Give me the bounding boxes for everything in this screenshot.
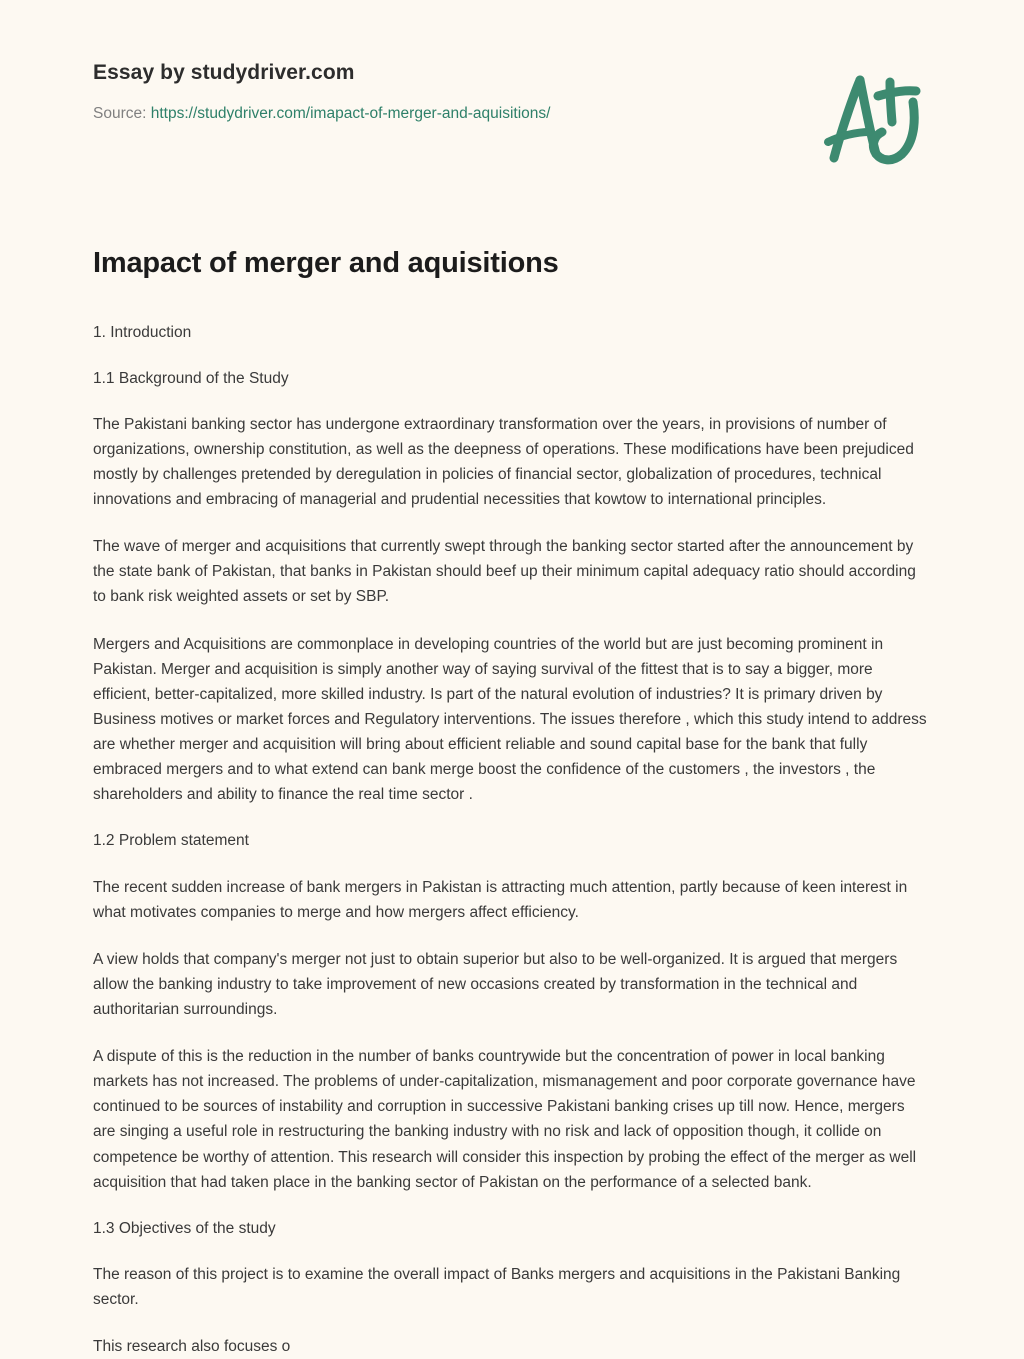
body-paragraph: The reason of this project is to examine the overall impact of Banks mergers and acquisitions in the Pakistani Banking sector. bbox=[93, 1265, 901, 1309]
body-paragraph: The wave of merger and acquisitions that currently swept through the banking sector started after the announcement by the state bank of Pakistan, that banks in Pakistan should beef up their minimum capital adequacy ratio should according to bank risk weighted assets or set by SBP. bbox=[93, 538, 916, 606]
document-blocks bbox=[93, 321, 931, 1359]
source-label: Source: bbox=[93, 105, 147, 123]
a-plus-logo-icon bbox=[812, 66, 932, 178]
a-plus-logo bbox=[812, 66, 932, 178]
section-heading: 1.1 Background of the Study bbox=[93, 369, 289, 387]
section-heading: 1.2 Problem statement bbox=[93, 832, 249, 850]
section-heading: 1.3 Objectives of the study bbox=[93, 1219, 276, 1237]
body-paragraph: This research also focuses o bbox=[93, 1338, 291, 1356]
source-line bbox=[93, 104, 933, 124]
body-paragraph: The recent sudden increase of bank mergers in Pakistan is attracting much attention, partly because of keen interest in what motivates companies to merge and how mergers affect efficiency. bbox=[93, 878, 908, 921]
document-body bbox=[93, 245, 931, 1359]
body-paragraph: Mergers and Acquisitions are commonplace in developing countries of the world but are just becoming prominent in Pakistan. Merger and acquisition is simply another way of saying survival of the fittest that is to say a bigger, more efficient, better-capitalized, more skilled industry. Is part of the natural evolution of industries? It is primary driven by Business motives or market forces and Regulatory interventions. The issues therefore , which this study intend to address are whether merger and acquisition will bring about efficient reliable and sound capital base for the bank that fully embraced mergers and to what extend can bank merge boost the confidence of the customers , the investors , the shareholders and ability to finance the real time sector . bbox=[93, 635, 927, 804]
body-paragraph: A dispute of this is the reduction in the number of banks countrywide but the concentration of power in local banking markets has not increased. The problems of under-capitalization, mismanagement and poor corporate governance have continued to be sources of instability and corruption in successive Pakistani banking crises up till now. Hence, mergers are singing a useful role in restructuring the banking industry with no risk and lack of opposition though, it collide on competence be worthy of attention. This research will consider this inspection by probing the effect of the merger as well acquisition that had taken place in the banking sector of Pakistan on the performance of a selected bank. bbox=[93, 1048, 917, 1191]
page-title: Imapact of merger and aquisitions bbox=[93, 247, 559, 279]
site-header bbox=[93, 60, 933, 124]
body-paragraph: A view holds that company's merger not just to obtain superior but also to be well-organized. It is argued that mergers allow the banking industry to take improvement of new occasions created by transformation in the technical and authoritarian surroundings. bbox=[93, 950, 898, 1018]
source-url-link[interactable]: https://studydriver.com/imapact-of-merger-and-aquisitions/ bbox=[150, 105, 551, 123]
brand-title: Essay by studydriver.com bbox=[93, 61, 355, 84]
body-paragraph: The Pakistani banking sector has undergone extraordinary transformation over the years, in provisions of number of organizations, ownership constitution, as well as the deepness of operations. These modifications have been prejudiced mostly by challenges pretended by deregulation in policies of financial sector, globalization of procedures, technical innovations and embracing of managerial and prudential necessities that kowtow to international principles. bbox=[93, 415, 914, 509]
section-heading: 1. Introduction bbox=[93, 324, 192, 342]
